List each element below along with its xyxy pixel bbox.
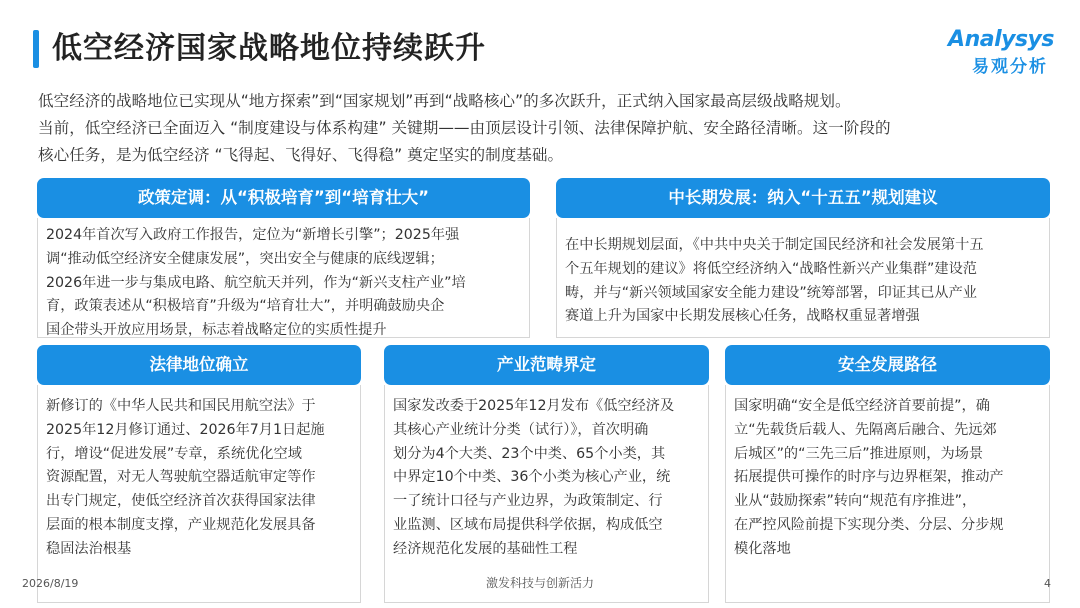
card-line: 拓展提供可操作的时序与边界框架，推动产: [734, 469, 1004, 486]
card-line: 2025年12月修订通过、2026年7月1日起施: [46, 421, 325, 438]
footer-date: 2026/8/19: [22, 577, 79, 590]
card-body: [37, 218, 530, 338]
card-line: 国企带头开放应用场景，标志着战略定位的实质性提升: [46, 322, 387, 339]
logo-english-text: Analysys: [948, 27, 1054, 52]
card-line: 一了统计口径与产业边界，为政策制定、行: [393, 493, 663, 510]
analysys-logo: [934, 26, 1054, 80]
intro-line: 当前，低空经济已全面迈入 “制度建设与体系构建” 关键期——由顶层设计引领、法律保障护航、安全路径清晰。这一阶段的: [38, 119, 891, 137]
card-long-term-development: [556, 178, 1050, 325]
card-line: 赛道上升为国家中长期发展核心任务，战略权重显著增强: [565, 308, 920, 325]
page-number: 4: [1044, 577, 1051, 590]
card-safety-path: [725, 345, 1050, 557]
card-line: 个五年规划的建议》将低空经济纳入“战略性新兴产业集群”建设范: [565, 260, 977, 277]
card-line: 2026年进一步与集成电路、航空航天并列，作为“新兴支柱产业”培: [46, 274, 466, 291]
card-line: 国家明确“安全是低空经济首要前提”，确: [734, 398, 990, 414]
card-line: 层面的根本制度支撑，产业规范化发展具备: [46, 516, 316, 533]
card-title: 政策定调：从“积极培育”到“培育壮大”: [37, 178, 530, 218]
card-body: [384, 385, 709, 603]
card-industry-scope: [384, 345, 709, 557]
card-line: 模化落地: [734, 540, 791, 557]
card-title: 法律地位确立: [37, 345, 361, 385]
intro-line: 低空经济的战略地位已实现从“地方探索”到“国家规划”再到“战略核心”的多次跃升，正式纳入国家最高层级战略规划。: [38, 92, 851, 110]
card-line: 在严控风险前提下实现分类、分层、分步规: [734, 516, 1004, 533]
card-line: 调“推动低空经济安全健康发展”，突出安全与健康的底线逻辑；: [46, 250, 444, 267]
card-legal-status: [37, 345, 361, 557]
card-body: [556, 218, 1050, 338]
card-policy-tone: [37, 178, 530, 339]
card-line: 经济规范化发展的基础性工程: [393, 540, 578, 557]
card-line: 出专门规定，使低空经济首次获得国家法律: [46, 493, 316, 510]
intro-line: 核心任务，是为低空经济 “飞得起、飞得好、飞得稳” 奠定坚实的制度基础。: [38, 146, 564, 164]
card-line: 立“先载货后载人、先隔离后融合、先远郊: [734, 421, 997, 438]
card-line: 中界定10个中类、36个小类为核心产业，统: [393, 469, 671, 486]
card-body: [37, 385, 361, 603]
card-line: 新修订的《中华人民共和国民用航空法》于: [46, 398, 316, 414]
page-title: 低空经济国家战略地位持续跃升: [52, 31, 486, 66]
card-line: 行，增设“促进发展”专章，系统优化空域: [46, 445, 302, 462]
card-title: 安全发展路径: [725, 345, 1050, 385]
card-line: 后城区”的“三先三后”推进原则，为场景: [734, 445, 984, 462]
card-line: 育，政策表述从“积极培育”升级为“培育壮大”，并明确鼓励央企: [46, 298, 445, 315]
card-line: 业监测、区域布局提供科学依据，构成低空: [393, 516, 663, 533]
card-line: 稳固法治根基: [46, 540, 132, 557]
card-line: 2024年首次写入政府工作报告，定位为“新增长引擎”；2025年强: [46, 227, 460, 243]
logo-chinese-text: 易观分析: [972, 57, 1048, 77]
card-line: 划分为4个大类、23个中类、65个小类，其: [393, 445, 666, 462]
card-line: 在中长期规划层面，《中共中央关于制定国民经济和社会发展第十五: [565, 237, 984, 253]
card-body: [725, 385, 1050, 603]
card-line: 资源配置，对无人驾驶航空器适航审定等作: [46, 469, 316, 486]
intro-paragraph: [38, 88, 1048, 169]
title-accent-bar: [33, 30, 39, 68]
card-line: 其核心产业统计分类（试行）》，首次明确: [393, 421, 649, 438]
card-title: 产业范畴界定: [384, 345, 709, 385]
card-title: 中长期发展：纳入“十五五”规划建议: [556, 178, 1050, 218]
card-line: 畴，并与“新兴领域国家安全能力建设”统筹部署，印证其已从产业: [565, 284, 977, 301]
footer-slogan: 激发科技与创新活力: [485, 576, 594, 590]
card-line: 国家发改委于2025年12月发布《低空经济及: [393, 398, 675, 414]
card-line: 业从“鼓励探索”转向“规范有序推进”，: [734, 493, 977, 510]
